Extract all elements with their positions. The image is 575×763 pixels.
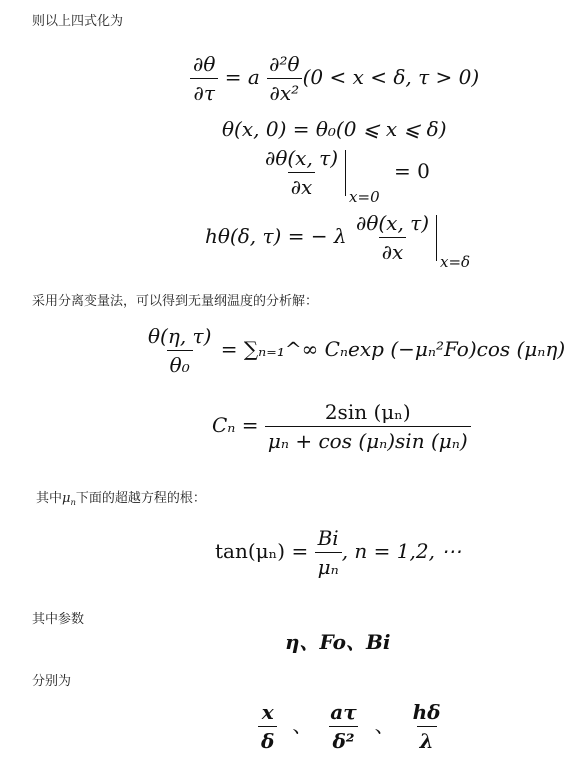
ratio-3 — [410, 700, 444, 753]
ratio-3-denominator: λ — [417, 726, 437, 753]
bc2-eval-label: x=δ — [440, 252, 471, 271]
transcendental-equation — [215, 526, 461, 579]
bc2-eval-bar — [436, 215, 485, 271]
lhs-fraction — [190, 52, 218, 105]
ratio-2-numerator: aτ — [330, 700, 357, 724]
initial-condition: θ(x, 0) = θ₀(0 ⩽ x ⩽ δ) — [222, 117, 447, 141]
solution-denominator: θ₀ — [167, 350, 193, 377]
separator-2: 、 — [374, 713, 395, 737]
bc1-denominator: ∂x — [288, 172, 316, 199]
params-text: 其中参数 — [32, 612, 85, 627]
ratio-3-numerator: hδ — [412, 700, 441, 724]
params-list: η、Fo、Bi — [285, 630, 391, 654]
solution-equation — [145, 324, 565, 377]
bc1-eval-bar — [345, 150, 394, 206]
bc1-numerator: ∂θ(x, τ) — [265, 146, 339, 170]
mu-subscript: n — [70, 496, 76, 507]
root-text — [36, 487, 206, 507]
root-suffix: 下面的超越方程的根： — [75, 491, 206, 506]
ratio-1-denominator: δ — [258, 726, 277, 753]
tan-denominator: μₙ — [315, 552, 342, 579]
bc2-lhs: hθ(δ, τ) = − λ — [205, 224, 347, 248]
boundary-condition-2 — [205, 211, 485, 271]
tan-lhs: tan(μₙ) = — [215, 539, 309, 563]
bc2-numerator: ∂θ(x, τ) — [355, 211, 430, 235]
separator-1: 、 — [292, 713, 313, 737]
ratio-1 — [258, 700, 277, 753]
respectively-text: 分别为 — [32, 674, 72, 689]
cn-fraction — [265, 400, 471, 453]
tan-numerator: Bi — [317, 526, 339, 550]
lhs-denominator: ∂τ — [190, 78, 217, 105]
cn-lhs: Cₙ = — [212, 413, 259, 437]
ratio-2 — [327, 700, 359, 753]
solution-fraction — [145, 324, 214, 377]
ratio-2-denominator: δ² — [329, 726, 357, 753]
cn-numerator: 2sin (μₙ) — [324, 400, 411, 424]
cn-equation — [212, 400, 471, 453]
rhs-denominator: ∂x² — [267, 78, 303, 105]
bc1-rhs: = 0 — [394, 159, 430, 183]
rhs-fraction — [266, 52, 302, 105]
bc2-fraction — [353, 211, 432, 264]
equals-a: = a — [224, 65, 260, 89]
ratios-row — [258, 700, 444, 753]
root-prefix: 其中 — [36, 491, 63, 506]
solution-intro-text: 采用分离变量法，可以得到无量纲温度的分析解： — [32, 294, 319, 309]
boundary-condition-1 — [262, 146, 430, 206]
lhs-numerator: ∂θ — [193, 52, 216, 76]
bc2-denominator: ∂x — [379, 237, 407, 264]
solution-series: = ∑ₙ₌₁^∞ Cₙexp (−μₙ²Fo)cos (μₙη) — [220, 337, 566, 361]
bc1-eval-label: x=0 — [349, 187, 380, 206]
rhs-numerator: ∂²θ — [269, 52, 300, 76]
intro-text: 则以上四式化为 — [32, 14, 124, 29]
tan-rhs: , n = 1,2, ⋯ — [341, 539, 462, 563]
tan-fraction — [315, 526, 342, 579]
ratio-1-numerator: x — [261, 700, 274, 724]
mu-symbol: μ — [62, 491, 71, 506]
bc1-fraction — [262, 146, 341, 199]
solution-numerator: θ(η, τ) — [148, 324, 212, 348]
cn-denominator: μₙ + cos (μₙ)sin (μₙ) — [265, 426, 471, 453]
pde-equation — [190, 52, 479, 105]
pde-condition: (0 < x < δ, τ > 0) — [302, 65, 480, 89]
